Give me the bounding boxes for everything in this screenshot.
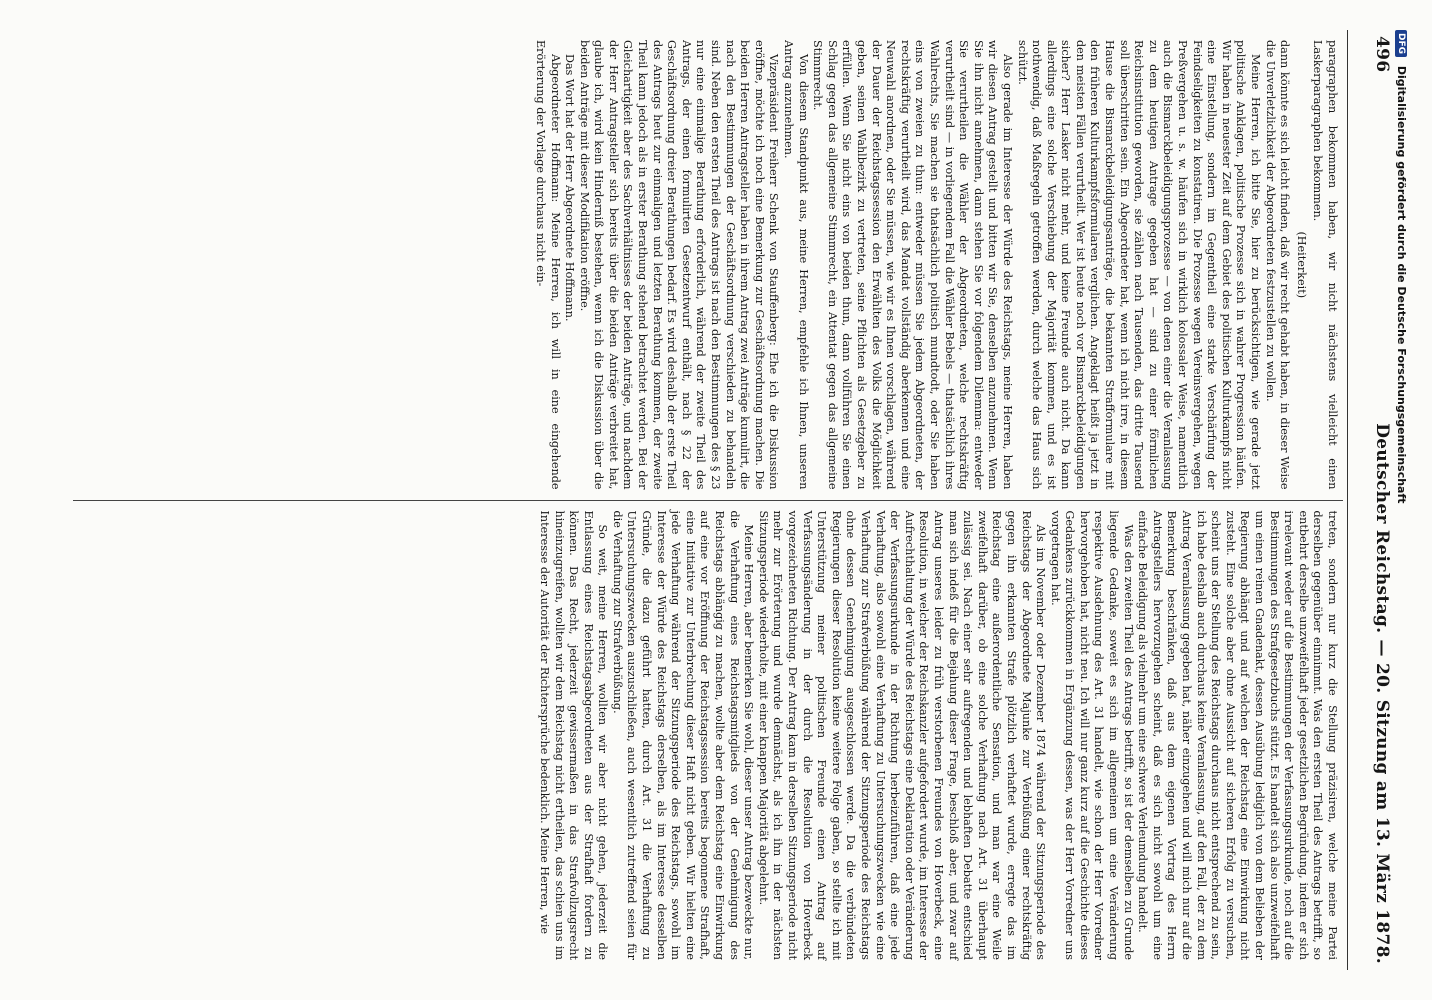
digitization-credit	[1390, 30, 1408, 590]
paragraph: Das Wort hat der Herr Abgeordnete Hoffmann.	[563, 54, 577, 322]
paragraph: Meine Herren, ich bitte Sie, hier zu berücksichtigen, wie gerade jetzt politische Anklagen, politische Prozesse sich in wahrer Progression häufen. Wir haben in neuester Zeit auf dem Gebiet des politischen Kulturkampfs nicht eine Einstellung, sondern im Gegentheil eine starke Verschärfung der Feindseligkeiten zu konstatiren. Die Prozesse wegen Vereinsvergehen, wegen Preßvergehen u. s. w. häufen sich in wirklich kolossaler Weise, namentlich auch die Bismarckbeleidigungsprozesse — von denen einer die Veranlassung zu dem heutigen Antrage gegeben hat — sind zu einer förmlichen Reichsinstitution geworden, sie zählen nach Tausenden, das dritte Tausend soll überschritten sein. Ein Abgeordneter hat, wenn ich nicht irre, in diesem Hause die Bismarckbeleidigungsanträge, die bekannten Strafformulare mit den früheren Kulturkampfsformularen verglichen. Angeklagt heißt ja jetzt in den meisten Fällen verurtheilt. Wer ist heute noch vor Bismarckbeleidigungen sicher? Herr Lasker nicht mehr, und keine Freunde auch nicht. Da kann allerdings eine solche Verschiebung der Majorität kommen, und es ist nothwendig, daß Maßregeln getroffen werden, durch welche das Haus sich schützt.	[1015, 40, 1263, 490]
paragraph: Also gerade im Interesse der Würde des Reichstags, meine Herren, haben wir diesen Antrag gestellt und bitten wir Sie, denselben anzunehmen. Wenn Sie ihn nicht annehmen, dann stehen Sie vor folgendem Dilemma: entweder Sie verurtheilen die Wähler der Abgeordneten, welche rechtskräftig verurtheilt sind — in vorliegendem Fall die Wähler Bebels — thatsächlich ihres Wahlrechts, Sie machen sie thatsächlich politisch mundtodt, oder Sie haben eins von zweien zu thun: entweder müssen Sie jedem Abgeordneten, der rechtskräftig verurtheilt wird, das Mandat vollständig aberkennen und eine Neuwahl anordnen, oder Sie müssen, wie wir es Ihnen vorschlagen, während der Dauer der Reichstagssession den Erwählten des Volks die Möglichkeit geben, seinen Wahlbezirk zu vertreten, seine Pflichten als Gesetzgeber zu erfüllen. Wenn Sie nicht eins von beiden thun, dann vollführen Sie einen Schlag gegen das allgemeine Stimmrecht, ein Attentat gegen das allgemeine Stimmrecht.	[811, 40, 1014, 490]
page-number: 496	[1372, 36, 1392, 73]
paragraph: Als im November oder Dezember 1874 während der Sitzungsperiode des Reichstags der Abgeordnete Majunke zur Verbüßung einer rechtskräftig gegen ihn erkannten Strafe plötzlich verhaftet wurde, erregte das im Reichstag eine außerordentliche Sensation, und man war eine Weile zweifelhaft darüber, ob eine solche Verhaftung nach Art. 31 überhaupt zulässig sei. Nach einer sehr aufregenden und lebhaften Debatte entschied man sich indeß für die Bejahung dieser Frage, beschloß aber, und zwar auf Antrag unseres leider zu früh verstorbenen Freundes von Hoverbeck, eine Resolution, in welcher der Reichskanzler aufgefordert wurde, im Interesse der Aufrechthaltung der Würde des Reichstags eine Deklaration oder Veränderung der Verfassungsurkunde in der Richtung herbeizuführen, daß eine jede Verhaftung, also sowohl eine Verhaftung zu Untersuchungszwecken wie eine Verhaftung zur Strafverbüßung während der Sitzungsperiode des Reichstags ohne dessen Genehmigung ausgeschlossen werde. Da die verbündeten Regierungen dieser Resolution keine weitere Folge gaben, so stellte ich mit Unterstützung meiner politischen Freunde einen Antrag auf Verfassungsänderung in der durch die Resolution von Hoverbeck vorgezeichneten Richtung. Der Antrag kam in derselben Sitzungsperiode nicht mehr zur Erörterung und wurde demnächst, als ich ihn in der nächsten Sitzungsperiode wiederholte, mit einer knappen Majorität abgelehnt.	[756, 510, 1048, 960]
paragraph: Was den zweiten Theil des Antrags betrifft, so ist der demselben zu Grunde liegende Gedanke, soweit es sich im allgemeinen um eine Veränderung respektive Ausdehnung des Art. 31 handelt, wie schon der Herr Vorredner hervorgehoben hat, nicht neu. Ich will nur ganz kurz auf die Geschichte dieses Gedankens zurückkommen in Ergänzung dessen, was der Herr Vorredner uns vorgetragen hat.	[1048, 510, 1135, 960]
speaker-paragraph: Abgeordneter Hoffmann: Meine Herren, ich will in eine eingehende Erörterung der Vorlage durchaus nicht ein-	[533, 40, 562, 490]
paragraph: Von diesem Standpunkt aus, meine Herren, empfehle ich Ihnen, unseren Antrag anzunehmen.	[782, 40, 810, 490]
paragraph: paragraphen bekommen haben, wir nicht nächstens vielleicht einen Laskerparagraphen bekommen.	[1311, 40, 1339, 490]
left-column	[73, 30, 1343, 500]
running-head	[1347, 30, 1392, 970]
text-columns	[73, 30, 1343, 970]
paragraph: treten, sondern nur kurz die Stellung präzisiren, welche meine Partei derselben gegenüber einnimmt. Was den ersten Theil des Antrags betrifft, so entbehrt derselbe unzweifelhaft jeder gesetzlichen Begründung, indem er sich irrelevant weder auf die Bestimmungen der Verfassungsurkunde, noch auf die Bestimmungen des Strafgesetzbuchs stützt. Es handelt sich also unzweifelhaft um einen reinen Gnadenakt, dessen Ausübung lediglich von dem Belieben der Regierung abhängt und auf welchen der Reichstag eine Einwirkung nicht zusteht. Eine solche aber ohne Aussicht auf sicheren Erfolg zu versuchen, scheint uns der Stellung des Reichstags durchaus nicht entsprechend zu sein, ich habe deshalb auch durchaus keine Veranlassung, auf den Fall, der zu dem Antrag Veranlassung gegeben hat, näher einzugehen und will mich nur auf die Bemerkung beschränken, daß aus dem eigenen Vortrag des Herrn Antragstellers hervorzugehen scheint, daß es sich nicht sowohl um eine einfache Beleidigung als vielmehr um eine schwere Verleumdung handelt.	[1136, 510, 1339, 960]
paragraph: dann könnte es sich leicht finden, daß wir recht gehabt haben, in dieser Weise die Unverletzlichkeit der Abgeordneten festzustellen zu wollen.	[1263, 40, 1292, 490]
right-column	[73, 500, 1343, 971]
rotated-page-content	[52, 20, 1392, 980]
credit-text: Digitalisierung gefördert durch die Deutsche Forschungsgemeinschaft	[1395, 65, 1408, 504]
page-title: Deutscher Reichstag. — 20. Sitzung am 13. März 1878.	[1372, 423, 1392, 964]
paragraph: Meine Herren, aber bemerken Sie wohl, dieser unser Antrag bezweckte nur, die Verhaftung eines Reichstagsmitglieds von der Genehmigung des Reichstags abhängig zu machen, wollte aber dem Reichstag eine Einwirkung auf eine vor Eröffnung der Reichstagssession bereits begonnene Strafhaft, eine Initiative zur Unterbrechung dieser Haft nicht geben. Wir hielten eine jede Verhaftung während der Sitzungsperiode des Reichstags, sowohl im Interesse der Würde des Reichstags derselben, als im Interesse desselben Gründe, die dazu geführt hatten, durch Art. 31 die Verhaftung zu Untersuchungszwecken auszuschließen, auch wesentlich zutreffend seien für die Verhaftung zur Strafverbüßung.	[610, 510, 756, 960]
paragraph: So weit, meine Herren, wollten wir aber nicht gehen, jederzeit die Entlassung eines Reichstagsabgeordneten aus der Strafhaft fordern zu können. Das Recht, jederzeit gewissermaßen in das Strafvollzugsrecht hineinzugreifen, wollten wir dem Reichstag nicht ertheilen, das schien uns im Interesse der Autorität der Richtersprüche bedenklich. Meine Herren, wie	[537, 510, 610, 960]
interjection: (Heiterkeit)	[1294, 231, 1308, 299]
speaker-paragraph: Vizepräsident Freiherr Schenk von Stauffenberg: Ehe ich die Diskussion eröffne, möchte ich noch eine Bemerkung zur Geschäftsordnung machen. Die beiden Herren Antragsteller haben in ihrem Antrag zwei Anträge kumulirt, die nach den Bestimmungen der Geschäftsordnung verschieden zu behandeln sind. Neben den ersten Theil des Antrags ist nach den Bestimmungen des § 23 nur eine einmalige Berathung erforderlich, während der zweite Theil des Antrags, der einen formulirten Gesetzentwurf enthält, nach § 22 der Geschäftsordnung dreier Berathungen bedarf. Es wird deshalb der erste Theil des Antrags heut zur einmaligen und letzten Berathung kommen, der zweite Theil kann jedoch als in erster Berathung stehend betrachtet werden. Bei der Gleichartigkeit aber des Sachverhältnisses der beiden Anträge, und nachdem der Herr Antragsteller sich bereits über die beiden Anträge verbreitet hat, glaube ich, wird kein Hinderniß bestehen, wenn ich die Diskussion über die beiden Anträge mit dieser Modifikation eröffne.	[577, 40, 781, 490]
dfg-logo: DFG	[1395, 30, 1407, 57]
